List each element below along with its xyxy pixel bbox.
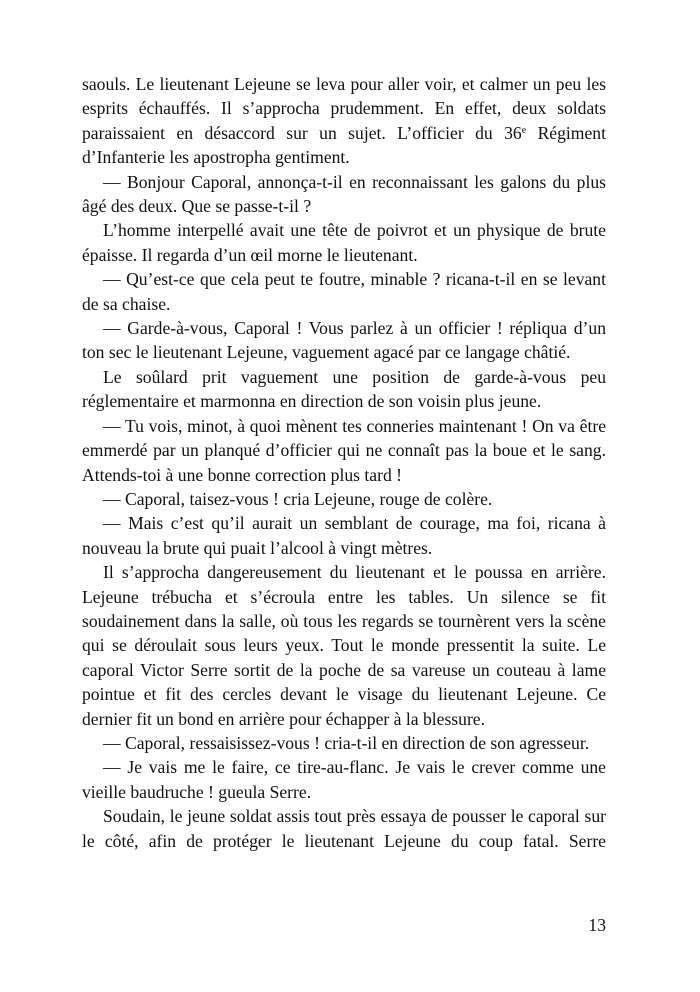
book-page-text bbox=[82, 72, 606, 853]
paragraph: — Caporal, ressaisissez-vous ! cria-t-il en direction de son agresseur. bbox=[103, 732, 590, 753]
paragraph-continues-next-page: Soudain, le jeune soldat assis tout près essaya de pousser le caporal sur le côté, afin de protéger le lieutenant Lejeune du coup fatal. Serre bbox=[82, 806, 606, 851]
paragraph: — Caporal, taisez-vous ! cria Lejeune, rouge de colère. bbox=[103, 488, 493, 509]
page-number: 13 bbox=[588, 915, 606, 935]
paragraph: — Je vais me le faire, ce tire-au-flanc. Je vais le crever comme une vieille baudruche ! gueula Serre. bbox=[82, 757, 606, 802]
ordinal-superscript: e bbox=[521, 124, 527, 136]
paragraph-1-start: saouls. Le lieutenant Lejeune se leva pour aller voir, et calmer un peu les esprits échauffés. Il s’approcha prudemment. En effet, deux soldats paraissaient en désaccord sur un sujet. L’officier du 36 bbox=[82, 74, 606, 143]
paragraph-1-end: Régiment d’Infanterie les apostropha gentiment. bbox=[82, 122, 606, 168]
paragraph: — Mais c’est qu’il aurait un semblant de courage, ma foi, ricana à nouveau la brute qui puait l’alcool à vingt mètres. bbox=[82, 513, 606, 558]
paragraph: — Tu vois, minot, à quoi mènent tes conneries maintenant ! On va être emmerdé par un planqué d’officier qui ne connaît pas la boue et le sang. Attends-toi à une bonne correction plus tard ! bbox=[82, 415, 606, 485]
paragraph: L’homme interpellé avait une tête de poivrot et un physique de brute épaisse. Il regarda d’un œil morne le lieutenant. bbox=[82, 220, 606, 265]
paragraph: — Garde-à-vous, Caporal ! Vous parlez à un officier ! répliqua d’un ton sec le lieutenant Lejeune, vaguement agacé par ce langage châtié. bbox=[82, 318, 606, 363]
paragraph: Le soûlard prit vaguement une position de garde-à-vous peu réglementaire et marmonna en direction de son voisin plus jeune. bbox=[82, 366, 606, 412]
paragraph: — Bonjour Caporal, annonça-t-il en reconnaissant les galons du plus âgé des deux. Que se passe-t-il ? bbox=[82, 171, 606, 217]
paragraph: Il s’approcha dangereusement du lieutenant et le poussa en arrière. Lejeune trébucha et s’écroula entre les tables. Un silence se fit soudainement dans la salle, où tous les regards se tournèrent vers la scène qui se déroulait sous leurs yeux. Tout le monde pressentit la suite. Le caporal Victor Serre sortit de la poche de sa vareuse un couteau à lame pointue et fit des cercles devant le visage du lieutenant Lejeune. Ce dernier fit un bond en arrière pour échapper à la blessure. bbox=[82, 562, 606, 729]
paragraph: — Qu’est-ce que cela peut te foutre, minable ? ricana-t-il en se levant de sa chaise. bbox=[82, 269, 606, 314]
paragraph-continued bbox=[82, 72, 606, 170]
